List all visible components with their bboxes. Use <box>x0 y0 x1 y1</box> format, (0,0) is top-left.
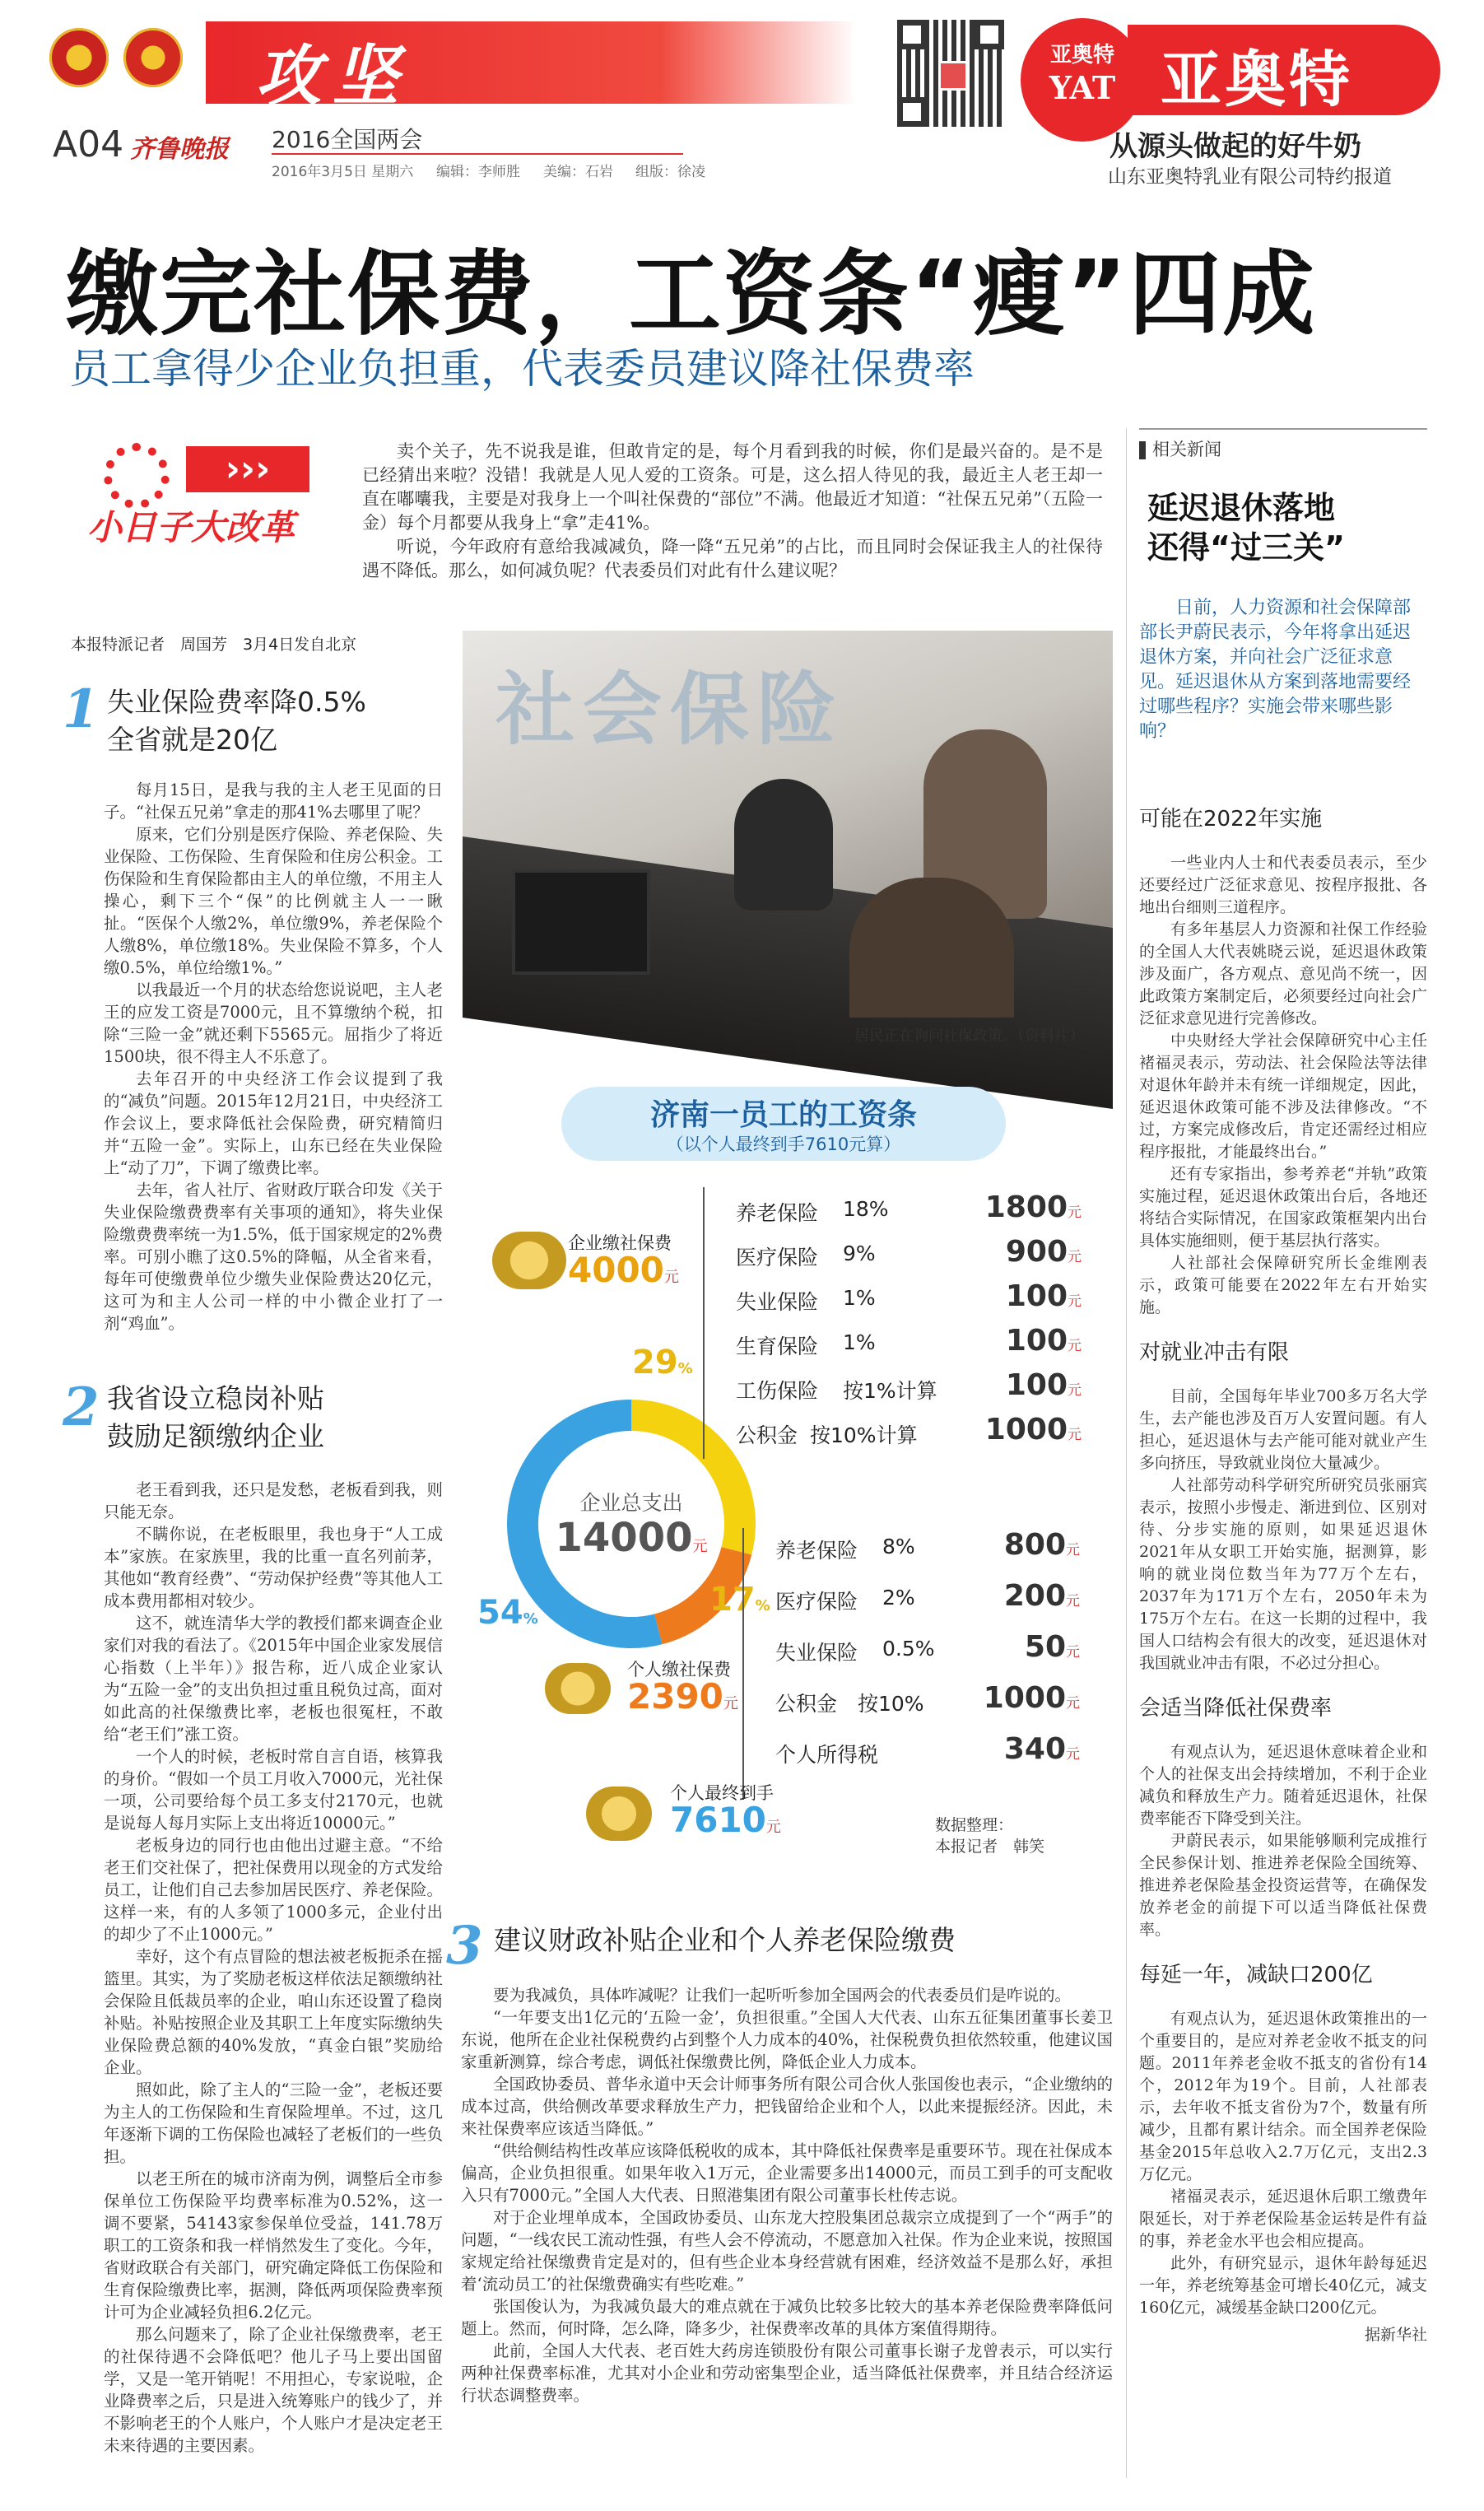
company-coins-icon <box>492 1232 566 1289</box>
s2-paragraph: 不瞒你说，在老板眼里，我也身于“人工成本”家族。在家族里，我的比重一直名列前茅，其他如“教育经费”、“劳动保护经费”等其他人工成本费用都相对较少。 <box>104 1525 443 1610</box>
page-title: 攻坚 <box>255 37 410 114</box>
news-photo <box>463 631 1113 1018</box>
ad-brand: 亚奥特 <box>1161 44 1353 115</box>
npc-emblem-icon <box>123 28 183 87</box>
sidebar <box>1139 428 1427 2478</box>
sidebar-tag-marker <box>1139 441 1146 459</box>
row-rate: 按10% <box>858 1692 924 1716</box>
ring-center-unit: 元 <box>692 1538 708 1555</box>
section-1-title-2: 全省就是20亿 <box>107 724 277 756</box>
section-2-body <box>104 1479 443 2455</box>
national-emblem-icon <box>49 28 109 87</box>
qr-center-logo <box>938 61 968 91</box>
row-value: 1000元 <box>983 1681 1080 1715</box>
infographic-credit-1: 数据整理： <box>935 1816 1014 1834</box>
s2-paragraph: 这不，就连清华大学的教授们都来调查企业家们对我的看法了。《2015年中国企业家发展信心指数（上半年）》报告称，近八成企业家认为“五险一金”的支出负担过重且税负过高，面对如此高的社保缴费比率，老板也很冤枉，不敢给“老王们”涨工资。 <box>104 1614 443 1744</box>
company-row <box>719 1324 1098 1368</box>
row-name: 养老保险 <box>775 1539 858 1563</box>
s2-paragraph: 幸好，这个有点冒险的想法被老板扼杀在摇篮里。其实，为了奖励老板这样依法足额缴纳社会保险且低裁员率的企业，咱山东还设置了稳岗补贴。补贴按照企业及其职工上年度实际缴纳失业保险费总额的40%发放，“真金白银”奖励给企业。 <box>104 1947 443 2077</box>
title-banner <box>206 21 856 114</box>
s2-paragraph: 老王看到我，还只是发愁，老板看到我，则只能无奈。 <box>104 1480 443 1521</box>
personal-value: 2390元 <box>627 1676 738 1717</box>
section-label: 2016全国两会 <box>272 126 423 153</box>
s1-paragraph: 以我最近一个月的状态给您说说吧，主人老王的应发工资是7000元，且不算缴纳个税，扣除“三险一金”就还剩下5565元。屈指少了将近1500块，很不得主人不乐意了。 <box>104 981 443 1066</box>
ad-logo-text: 亚奥特 <box>1049 43 1114 68</box>
sidebar-paragraph: 人社部社会保障研究所长金维刚表示，政策可能要在2022年左右开始实施。 <box>1139 1254 1427 1316</box>
s3-paragraph: “供给侧结构性改革应该降低税收的成本，其中降低社保费率是重要环节。现在社保成本偏高，企业负担很重。如果年收入1万元，企业需要多出14000元，而员工到手的可支配收入只有7000元。”全国人大代表、日照港集团有限公司董事长杜传志说。 <box>461 2141 1113 2205</box>
photo-monitor <box>512 869 650 975</box>
sidebar-body <box>1139 790 1427 2470</box>
headline: 缴完社保费，工资条“瘦”四成 <box>66 241 1317 348</box>
s3-paragraph: 此前，全国人大代表、老百姓大药房连锁股份有限公司董事长谢子龙曾表示，可以实行两种社保费率标准，尤其对小企业和劳动密集型企业，适当降低社保费率，并且结合经济运行状态调整费率。 <box>461 2341 1113 2405</box>
personal-rows <box>759 1526 1096 1782</box>
s1-paragraph: 去年，省人社厅、省财政厅联合印发《关于失业保险缴费费率有关事项的通知》，将失业保险缴费费率统一为1.5%，低于国家规定的2%费率。可别小瞧了这0.5%的降幅，从全省来看，每年可使缴费单位少缴失业保险费达20亿元，这可为和主人公司一样的中小微企业打了一剂“鸡血”。 <box>104 1181 443 1333</box>
personal-row <box>759 1731 1096 1782</box>
row-name: 医疗保险 <box>736 1246 819 1269</box>
ad-logo-mark: YAT <box>1049 69 1116 106</box>
proofreader-credit: 组版：徐凌 <box>635 164 705 180</box>
sidebar-paragraph: 褚福灵表示，延迟退休后职工缴费年限延长，对于养老保险基金运转是件有益的事，养老金水平也会相应提高。 <box>1139 2187 1427 2250</box>
sidebar-heading: 对就业冲击有限 <box>1139 1340 1290 1365</box>
photo-person-1 <box>734 779 833 911</box>
row-rate: 1% <box>843 1286 876 1310</box>
qr-code[interactable] <box>897 20 1004 127</box>
section-1-number: 1 <box>63 678 100 740</box>
row-rate: 18% <box>843 1197 889 1221</box>
s3-paragraph: 张国俊认为，为我减负最大的难点就在于减负比较多比较大的基本养老保险费率降低问题上。然而，何时降，怎么降，降多少，社保费率改革的具体方案值得期待。 <box>461 2297 1113 2338</box>
s1-paragraph: 原来，它们分别是医疗保险、养老保险、失业保险、工伤保险、生育保险和住房公积金。工伤保险和生育保险都由主人的单位缴，不用主人操心，剩下三个“保”的比例就主人一一瞅扯。“医保个人缴2%，单位缴9%，养老保险个人缴8%，单位缴18%。失业保险不算多，个人缴0.5%，单位给缴1%。” <box>104 825 443 977</box>
section-2-title-2: 鼓励足额缴纳企业 <box>107 1420 324 1452</box>
takehome-coins-icon <box>586 1787 652 1841</box>
row-rate: 9% <box>843 1242 876 1265</box>
takehome-label: 个人最终到手 <box>670 1783 774 1803</box>
sidebar-section <box>1139 1958 1427 2319</box>
sidebar-paragraph: 有观点认为，延迟退休政策推出的一个重要目的，是应对养老金收不抵支的问题。2011年养老金收不抵支的省份有14个，2012年为19个。目前，人社部表示，去年收不抵支省份为7个，数量有所减少，且都有累计结余。而全国养老保险基金2015年总收入2.7万亿元，支出2.3万亿元。 <box>1139 2010 1427 2183</box>
company-row <box>719 1235 1098 1279</box>
company-rows <box>719 1190 1098 1457</box>
s3-paragraph: 要为我减负，具体咋减呢？让我们一起听听参加全国两会的代表委员们是咋说的。 <box>493 1986 1072 2005</box>
s2-paragraph: 老板身边的同行也由他出过避主意。“不给老王们交社保了，把社保费用以现金的方式发给员工，让他们自己去参加居民医疗、养老保险。这样一来，有的人多领了1000多元，企业付出的却少了不止1000元。” <box>104 1836 443 1944</box>
photo-caption: 居民正在询问社保政策。（资料片） <box>854 1027 1084 1045</box>
pct-personal-value: 17 <box>709 1581 756 1619</box>
personal-value-number: 2390 <box>627 1676 723 1717</box>
row-value: 900元 <box>1005 1235 1082 1269</box>
row-value: 800元 <box>1003 1528 1080 1562</box>
s3-paragraph: “一年要支出1亿元的‘五险一金’，负担很重。”全国人大代表、山东五征集团董事长姜卫东说，他所在企业社保税费约占到整个人力成本的40%，社保税费负担依然较重，他建议国家重新测算，综合考虑，调低社保缴费比例，降低企业人力成本。 <box>461 2008 1113 2071</box>
column-badge <box>71 435 326 547</box>
section-1-title-1: 失业保险费率降0.5% <box>107 686 366 718</box>
company-row <box>719 1190 1098 1235</box>
company-value-number: 4000 <box>568 1250 664 1290</box>
row-value: 100元 <box>1005 1279 1082 1313</box>
row-name: 养老保险 <box>736 1201 819 1225</box>
ring-center-label: 企业总支出 <box>579 1491 683 1515</box>
takehome-value: 7610元 <box>670 1800 781 1840</box>
ad-slogan: 从源头做起的好牛奶 <box>1110 130 1361 163</box>
row-name: 生育保险 <box>736 1335 819 1358</box>
sidebar-section <box>1139 1335 1427 1675</box>
pct-personal: 17% <box>709 1581 770 1619</box>
intro-text <box>362 440 1103 583</box>
page-number: A04 <box>53 123 124 165</box>
sidebar-heading: 每延一年，减缺口200亿 <box>1139 1963 1373 1987</box>
badge-gear-icon <box>104 443 170 509</box>
sidebar-top-rule <box>1139 428 1427 430</box>
header-rule <box>272 153 683 155</box>
s1-paragraph: 去年召开的中央经济工作会议提到了我的“减负”问题。2015年12月21日，中央经济工作会议上，要求降低社会保险费，研究精简归并“五险一金”。实际上，山东已经在失业保险上“动了刀”，下调了缴费比率。 <box>104 1069 443 1177</box>
company-row <box>719 1279 1098 1324</box>
company-row <box>719 1368 1098 1413</box>
row-value: 1000元 <box>984 1413 1082 1447</box>
newspaper-name: 齐鲁晚报 <box>130 135 229 164</box>
row-rate: 按10%计算 <box>810 1423 918 1447</box>
intro-paragraph-2: 听说，今年政府有意给我减减负，降一降“五兄弟”的占比，而且同时会保证我主人的社保待遇不降低。那么，如何减负呢？代表委员们对此有什么建议呢？ <box>362 537 1103 580</box>
row-value: 100元 <box>1005 1368 1082 1402</box>
badge-title: 小日子大改革 <box>87 507 295 547</box>
editor-credit: 编辑：李师胜 <box>436 164 520 180</box>
s2-paragraph: 一个人的时候，老板时常自言自语，核算我的身价。“假如一个员工月收入7000元，光社保一项，公司要给每个员工多支付2170元，也就是说每人每月实际上支出将近10000元。” <box>104 1747 443 1833</box>
dateline: 2016年3月5日 星期六 <box>272 164 414 180</box>
row-value: 50元 <box>1024 1630 1080 1664</box>
section-2-number: 2 <box>63 1377 100 1438</box>
row-value: 340元 <box>1003 1732 1080 1766</box>
personal-row <box>759 1679 1096 1731</box>
sidebar-heading: 可能在2022年实施 <box>1139 807 1323 832</box>
sidebar-paragraph: 中央财经大学社会保障研究中心主任褚福灵表示，劳动法、社会保险法等法律对退休年龄并未有统一详细规定，因此，延迟退休政策可能不涉及法律修改。“不过，方案完成修改后，肯定还需经过相应程序报批，才能最终出台。” <box>1139 1032 1427 1161</box>
infographic-credit-2: 本报记者 韩笑 <box>935 1838 1045 1856</box>
sidebar-paragraph: 目前，全国每年毕业700多万名大学生，去产能也涉及百万人安置问题。有人担心，延迟退休与去产能可能对就业产生多向挤压，导致就业岗位大量减少。 <box>1139 1387 1427 1472</box>
sidebar-paragraphs <box>1139 1741 1427 1941</box>
personal-row <box>759 1577 1096 1628</box>
row-name: 个人所得税 <box>775 1743 879 1767</box>
sidebar-paragraph: 一些业内人士和代表委员表示，至少还要经过广泛征求意见、按程序报批、各地出台细则三道程序。 <box>1139 854 1427 916</box>
sidebar-section <box>1139 802 1427 1319</box>
ring-center-number: 14000 <box>555 1515 693 1561</box>
sidebar-title-1: 延迟退休落地 <box>1147 490 1336 526</box>
company-bracket <box>703 1187 721 1459</box>
row-rate: 按1%计算 <box>843 1379 937 1403</box>
row-name: 失业保险 <box>775 1641 858 1665</box>
s3-paragraph: 对于企业埋单成本，全国政协委员、山东龙大控股集团总裁宗立成提到了一个“两手”的问题，“一线农民工流动性强，有些人会不停流动，不愿意加入社保。作为企业来说，按照国家规定给社保缴费肯定是对的，但有些企业本身经营就有困难，经济效益不是那么好，承担着‘流动员工’的社保缴费确实有些吃难。” <box>461 2208 1113 2294</box>
qr-finder-bl <box>897 97 927 127</box>
row-value: 1800元 <box>984 1190 1082 1224</box>
sidebar-title-2: 还得“过三关” <box>1147 529 1345 566</box>
company-label: 企业缴社保费 <box>568 1233 672 1253</box>
s1-paragraph: 每月15日，是我与我的主人老王见面的日子。“社保五兄弟”拿走的那41%去哪里了呢？ <box>104 780 443 822</box>
photo-wall-sign: 社会保险 <box>495 664 844 756</box>
designer-credit: 美编：石岩 <box>543 164 613 180</box>
sidebar-lead: 日前，人力资源和社会保障部部长尹蔚民表示，今年将拿出延迟退休方案，并向社会广泛征求意见。延迟退休从方案到落地需要经过哪些程序？实施会带来哪些影响？ <box>1139 598 1412 742</box>
photo-person-3 <box>849 878 1014 1018</box>
section-3-body <box>461 1984 1113 2462</box>
infographic <box>463 1067 1121 1898</box>
infographic-title: 济南一员工的工资条 <box>649 1098 917 1132</box>
row-name: 公积金 <box>775 1692 838 1716</box>
pct-company-value: 29 <box>632 1344 678 1381</box>
s2-paragraph: 照如此，除了主人的“三险一金”，老板还要为主人的工伤保险和生育保险埋单。不过，这几年逐渐下调的工伤保险也减轻了老板们的一些负担。 <box>104 2080 443 2166</box>
row-value: 200元 <box>1003 1579 1080 1613</box>
section-3-number: 3 <box>446 1915 483 1977</box>
company-value-unit: 元 <box>663 1269 679 1286</box>
s3-paragraph: 全国政协委员、普华永道中天会计师事务所有限公司合伙人张国俊也表示，“企业缴纳的成本过高，供给侧改革要求释放生产力，把钱留给企业和个人，以此来提振经济。因此，未来社保费率应该适当降低。” <box>461 2075 1113 2138</box>
sidebar-paragraph: 此外，有研究显示，退休年龄每延迟一年，养老统筹基金可增长40亿元，减支160亿元，减缓基金缺口200亿元。 <box>1139 2254 1427 2317</box>
qr-finder-tl <box>897 20 927 49</box>
section-2-title-1: 我省设立稳岗补贴 <box>107 1382 324 1414</box>
takehome-value-number: 7610 <box>670 1800 766 1840</box>
infographic-subtitle: （以个人最终到手7610元算） <box>666 1134 901 1154</box>
sidebar-paragraph: 人社部劳动科学研究所研究员张丽宾表示，按照小步慢走、渐进到位、区别对待、分步实施的原则，如果延迟退休2021年从女职工开始实施，据测算，影响的就业岗位数当年为77万个左右，2037年为171万个左右，2050年未为175万个左右。在这一长期的过程中，我国人口结构会有很大的改变，延迟退休对我国就业冲击有限，不必过分担心。 <box>1139 1476 1427 1672</box>
personal-bracket <box>742 1528 761 1800</box>
section-3-title: 建议财政补贴企业和个人养老保险缴费 <box>494 1924 956 1956</box>
ad-brand-box <box>1128 25 1440 115</box>
company-value <box>568 1250 679 1290</box>
sidebar-paragraphs <box>1139 2008 1427 2319</box>
personal-row <box>759 1526 1096 1577</box>
row-rate: 8% <box>882 1535 915 1558</box>
sidebar-paragraph: 有观点认为，延迟退休意味着企业和个人的社保支出会持续增加，不利于企业减负和释放生产力。随着延迟退休，社保费率能否下降受到关注。 <box>1139 1743 1427 1828</box>
section-1-body <box>104 779 443 1335</box>
company-row <box>719 1413 1098 1457</box>
pct-take-home: 54% <box>477 1594 538 1632</box>
badge-arrow-box: ››› <box>186 446 309 492</box>
row-name: 公积金 <box>736 1423 798 1447</box>
s2-paragraph: 那么问题来了，除了企业社保缴费率，老王的社保待遇不会降低吧？他儿子马上要出国留学，又是一笔开销呢！不用担心，专家说啦，企业降费率之后，只是进入统筹账户的钱少了，并不影响老王的个人账户，个人账户才是决定老王未来待遇的主要因素。 <box>104 2325 443 2455</box>
column-divider <box>1126 428 1127 2478</box>
sidebar-paragraphs <box>1139 1386 1427 1675</box>
row-value: 100元 <box>1005 1324 1082 1358</box>
row-rate: 0.5% <box>882 1637 935 1661</box>
row-name: 工伤保险 <box>736 1379 819 1403</box>
sidebar-tag-label: 相关新闻 <box>1152 440 1221 459</box>
pct-company: 29% <box>632 1344 693 1381</box>
sidebar-paragraph: 还有专家指出，参考养老“并轨”政策实施过程，延迟退休政策出台后，各地还将结合实际情况，在国家政策框架内出台具体实施细则，便于基层执行落实。 <box>1139 1165 1427 1250</box>
ad-sponsor: 山东亚奥特乳业有限公司特约报道 <box>1108 166 1392 188</box>
row-rate: 2% <box>882 1586 915 1610</box>
byline: 本报特派记者 周国芳 3月4日发自北京 <box>71 636 357 654</box>
personal-row <box>759 1628 1096 1679</box>
masthead <box>0 0 1484 198</box>
row-name: 医疗保险 <box>775 1590 858 1614</box>
qr-finder-tr <box>975 20 1004 49</box>
pct-take-home-value: 54 <box>477 1594 523 1632</box>
sidebar-paragraph: 有多年基层人力资源和社保工作经验的全国人大代表姚晓云说，延迟退休政策涉及面广，各方观点、意见尚不统一，因此政策方案制定后，必须要经过向社会广泛征求意见进行完善修改。 <box>1139 920 1427 1027</box>
personal-coins-icon <box>545 1663 611 1714</box>
row-name: 失业保险 <box>736 1290 819 1314</box>
sidebar-paragraph: 尹蔚民表示，如果能够顺利完成推行全民参保计划、推进养老保险全国统筹、推进养老保险基金投资运营等，在确保发放养老金的前提下可以适当降低社保费率。 <box>1139 1832 1427 1939</box>
sidebar-heading: 会适当降低社保费率 <box>1139 1696 1333 1721</box>
sidebar-tag <box>1139 436 1221 461</box>
sidebar-signoff: 据新华社 <box>1364 2326 1427 2344</box>
subheadline: 员工拿得少企业负担重，代表委员建议降社保费率 <box>69 345 975 393</box>
sidebar-section <box>1139 1691 1427 1941</box>
sidebar-paragraphs <box>1139 852 1427 1319</box>
intro-paragraph-1: 卖个关子，先不说我是谁，但敢肯定的是，每个月看到我的时候，你们是最兴奋的。是不是已经猜出来啦？没错！我就是人见人爱的工资条。可是，这么招人待见的我，最近主人老王却一直在嘟囔我，主要是对我身上一个叫社保费的“部位”不满。他最近才知道：“社保五兄弟”（五险一金）每个月都要从我身上“拿”走41%。 <box>362 441 1103 533</box>
ring-center-value <box>495 1515 767 1561</box>
s2-paragraph: 以老王所在的城市济南为例，调整后全市参保单位工伤保险平均费率标准为0.52%，这一调不要紧，54143家参保单位受益，141.78万职工的工资条和我一样悄然发生了变化。今年，省财政联合有关部门，研究确定降低工伤保险和生育保险缴费比率，据测，降低两项保险费率预计可为企业减轻负担6.2亿元。 <box>104 2169 443 2322</box>
personal-label: 个人缴社保费 <box>627 1660 731 1679</box>
row-rate: 1% <box>843 1330 876 1354</box>
